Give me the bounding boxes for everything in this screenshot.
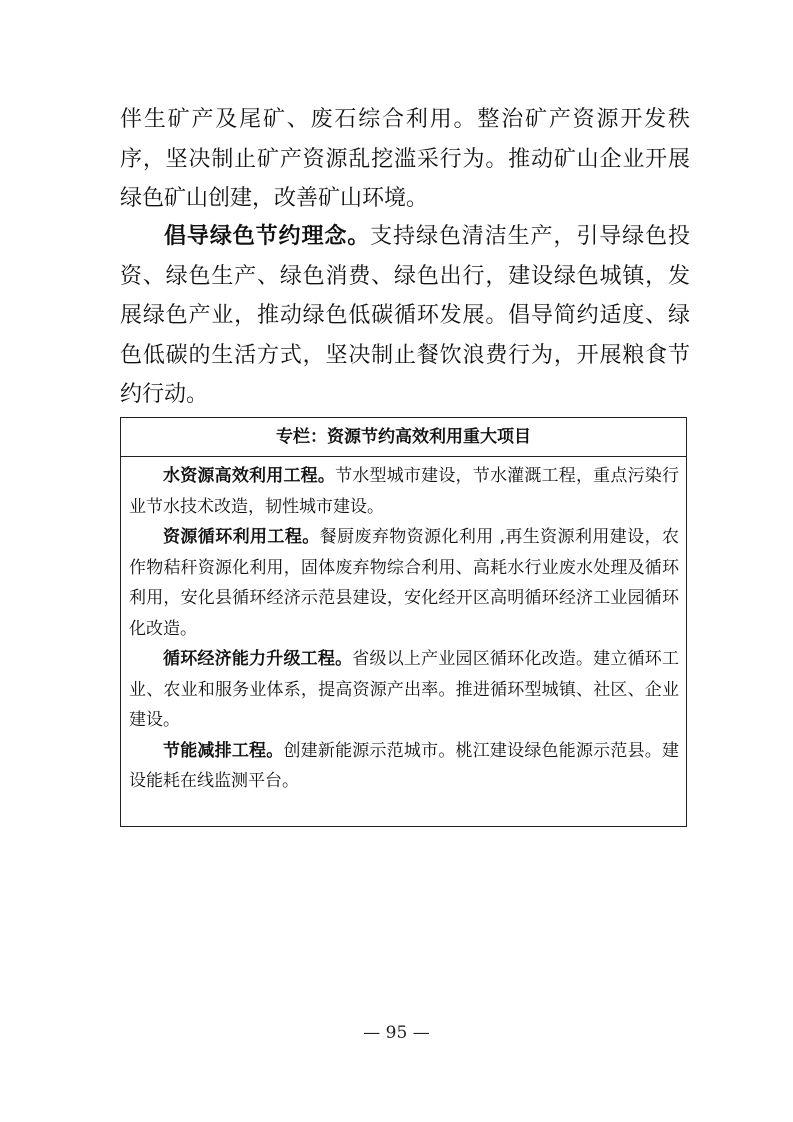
project-item-text: 餐厨废弃物资源化利用 ,再生资源利用建设，农作物秸秆资源化利用，固体废弃物综合利用、高耗水行业废水处理及循环利用，安化县循环经济示范县建设，安化经开区高明循环经济工业园循环化改造。 [129, 527, 679, 639]
box-title: 专栏：资源节约高效利用重大项目 [121, 418, 686, 457]
project-item-lead: 水资源高效利用工程。 [163, 466, 336, 486]
box-body [121, 457, 686, 797]
project-item-recycling [129, 522, 679, 644]
body-paragraph-1 [120, 100, 690, 219]
body-paragraph-2 [120, 217, 690, 415]
project-item-text: 创建新能源示范城市。桃江建设绿色能源示范县。建设能耗在线监测平台。 [129, 740, 680, 791]
project-item-text: 节水型城市建设，节水灌溉工程，重点污染行业节水技术改造，韧性城市建设。 [129, 466, 680, 517]
project-sidebar-box [120, 417, 687, 827]
project-item-water [129, 461, 679, 522]
paragraph-lead: 倡导绿色节约理念。 [164, 224, 371, 249]
paragraph-text: 支持绿色清洁生产，引导绿色投资、绿色生产、绿色消费、绿色出行，建设绿色城镇，发展绿色产业，推动绿色低碳循环发展。倡导简约适度、绿色低碳的生活方式，坚决制止餐饮浪费行为，开展粮食节约行动。 [120, 224, 690, 407]
page-number: — 95 — [363, 1023, 430, 1043]
project-item-lead: 资源循环利用工程。 [163, 527, 320, 547]
project-item-lead: 循环经济能力升级工程。 [163, 649, 353, 669]
project-item-energy-saving [129, 736, 679, 797]
paragraph-text: 伴生矿产及尾矿、废石综合利用。整治矿产资源开发秩序，坚决制止矿产资源乱挖滥采行为。推动矿山企业开展绿色矿山创建，改善矿山环境。 [120, 107, 690, 211]
project-item-text: 省级以上产业园区循环化改造。建立循环工业、农业和服务业体系，提高资源产出率。推进循环型城镇、社区、企业建设。 [129, 649, 680, 730]
project-item-lead: 节能减排工程。 [163, 740, 284, 761]
project-item-circular-economy [129, 644, 679, 736]
